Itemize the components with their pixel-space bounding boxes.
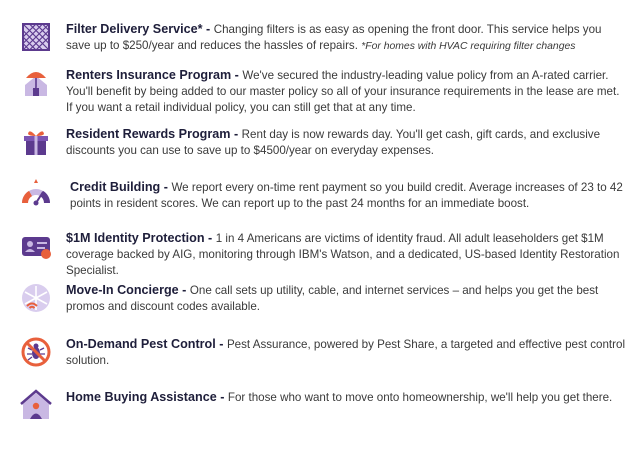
- umbrella-house-icon: [20, 67, 52, 99]
- item-title: $1M Identity Protection -: [66, 231, 216, 245]
- item-body: Pest Assurance, powered by Pest Share, a targeted and effective pest control solution.: [66, 338, 626, 367]
- home-buying-icon: [20, 389, 52, 421]
- filter-grid-icon: [20, 21, 52, 53]
- list-item: [20, 282, 626, 315]
- item-text: [66, 126, 626, 159]
- item-text: [66, 230, 626, 279]
- list-item: [20, 67, 626, 116]
- item-title: Move-In Concierge -: [66, 283, 190, 297]
- item-title: Resident Rewards Program -: [66, 127, 242, 141]
- item-body: We've secured the industry-leading value policy from an A-rated carrier. You'll benefit by being added to our master policy so all of your insurance requirements in the lease are met. If you want a retail individual policy, you can still get that at any time.: [66, 69, 620, 114]
- item-title: Home Buying Assistance -: [66, 390, 228, 404]
- item-title: On-Demand Pest Control -: [66, 337, 227, 351]
- list-item: [20, 389, 626, 421]
- item-body: For those who want to move onto homeownership, we'll help you get there.: [227, 391, 613, 404]
- item-text: [66, 21, 626, 55]
- item-text: [66, 336, 626, 369]
- item-body: One call sets up utility, cable, and internet services – and helps you get the best promos and discount codes available.: [66, 284, 599, 313]
- gift-box-icon: [20, 126, 52, 158]
- list-item: [20, 21, 626, 55]
- list-item: [20, 230, 626, 279]
- item-title: Filter Delivery Service* -: [66, 22, 214, 36]
- item-text: [66, 389, 612, 406]
- item-footnote: *For homes with HVAC requiring filter changes: [361, 41, 576, 52]
- list-item: [20, 179, 626, 212]
- item-body: We report every on-time rent payment so you build credit. Average increases of 23 to 42 points in resident scores. We can report up to the past 24 months for an immediate boost.: [70, 181, 623, 210]
- credit-gauge-icon: [20, 179, 52, 211]
- item-title: Credit Building -: [70, 180, 172, 194]
- concierge-wifi-icon: [20, 282, 52, 314]
- item-body: Changing filters is as easy as opening the front door. This service helps you save up to $250/year and reduces the hassles of repairs.: [66, 23, 602, 52]
- id-card-icon: [20, 230, 52, 262]
- list-item: [20, 336, 626, 369]
- item-text: [66, 282, 626, 315]
- item-title: Renters Insurance Program -: [66, 68, 243, 82]
- no-pest-icon: [20, 336, 52, 368]
- item-body: 1 in 4 Americans are victims of identity fraud. All adult leaseholders get $1M coverage backed by AIG, monitoring through IBM's Watson, and a dedicated, US-based Identity Restoration Specialist.: [66, 232, 620, 277]
- item-body: Rent day is now rewards day. You'll get cash, gift cards, and exclusive discounts you can use to save up to $4500/year on everyday expenses.: [66, 128, 601, 157]
- list-item: [20, 126, 626, 159]
- item-text: [66, 67, 626, 116]
- item-text: [70, 179, 626, 212]
